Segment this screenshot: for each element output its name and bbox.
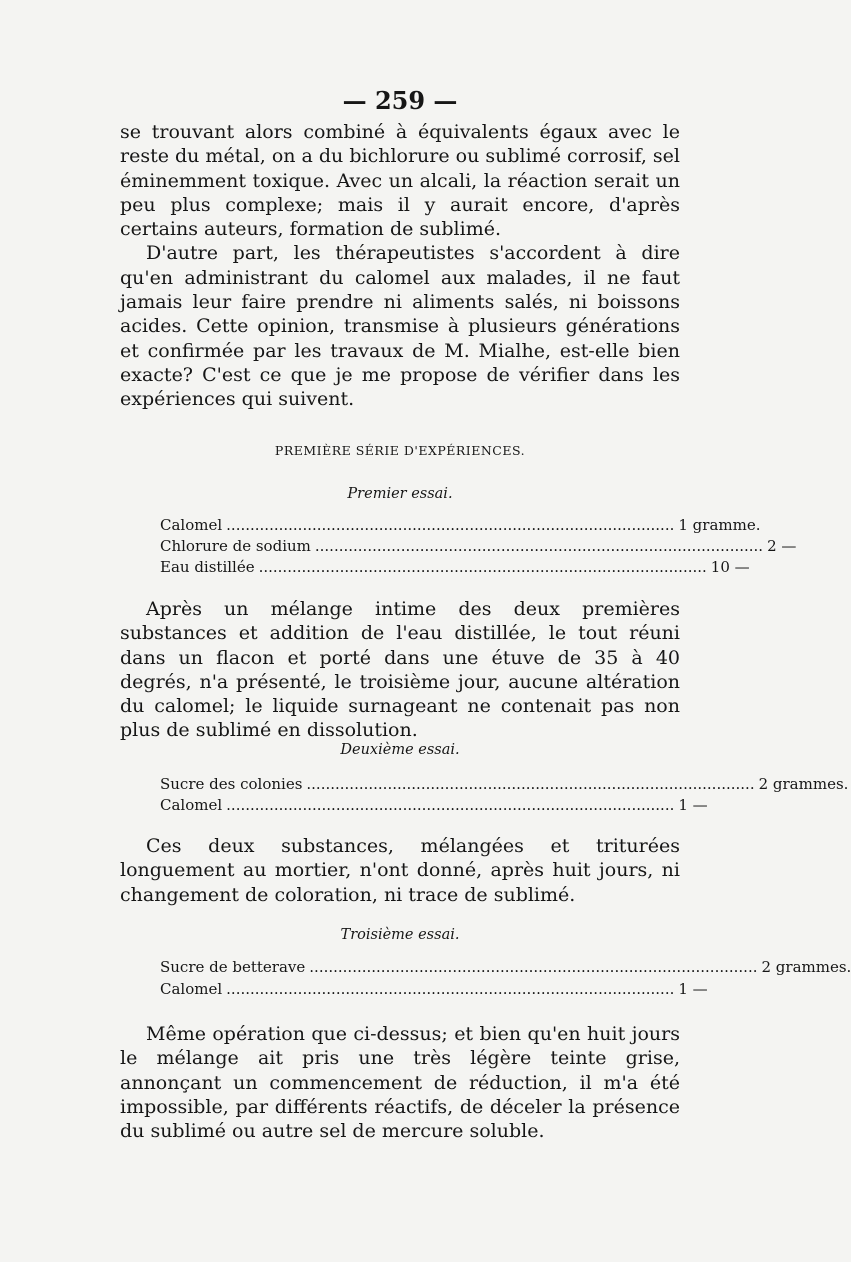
essay-title: Premier essai. xyxy=(347,486,453,502)
page-number: — 259 — xyxy=(342,86,458,115)
ingredient-quantity: 1 gramme. xyxy=(678,516,761,534)
ingredient-name: Sucre des colonies xyxy=(160,775,303,793)
leader-dots: .............................................................................................. xyxy=(309,958,758,976)
ingredient-name: Calomel xyxy=(160,516,223,534)
ingredient-name: Chlorure de sodium xyxy=(160,537,311,555)
ingredient-name: Calomel xyxy=(160,796,223,814)
leader-dots: .............................................................................................. xyxy=(226,516,675,534)
recipe-row xyxy=(160,774,849,794)
essay-title: Troisième essai. xyxy=(340,927,460,943)
ingredient-quantity: 10 — xyxy=(710,558,750,576)
recipe-row xyxy=(160,557,750,577)
leader-dots: .............................................................................................. xyxy=(306,775,755,793)
ingredient-quantity: 2 grammes. xyxy=(761,958,851,976)
recipe-row xyxy=(160,536,797,556)
ingredient-quantity: 1 — xyxy=(678,980,708,998)
leader-dots: .............................................................................................. xyxy=(226,980,675,998)
paragraph-block xyxy=(120,1022,680,1143)
paragraph-block xyxy=(120,597,680,743)
ingredient-quantity: 2 — xyxy=(767,537,797,555)
paragraph: Après un mélange intime des deux premières substances et addition de l'eau distillée, le tout réuni dans un flacon et porté dans une étuve de 35 à 40 degrés, n'a présenté, le troisième jour, aucune altération du calomel; le liquide surnageant ne contenait pas non plus de sublimé en dissolution. xyxy=(120,598,680,742)
leader-dots: .............................................................................................. xyxy=(258,558,707,576)
leader-dots: .............................................................................................. xyxy=(226,796,675,814)
ingredient-quantity: 1 — xyxy=(678,796,708,814)
series-title: PREMIÈRE SÉRIE D'EXPÉRIENCES. xyxy=(274,443,526,458)
recipe-row xyxy=(160,795,708,815)
paragraph-block xyxy=(120,120,680,412)
paragraph: D'autre part, les thérapeutistes s'accordent à dire qu'en administrant du calomel aux malades, il ne faut jamais leur faire prendre ni aliments salés, ni boissons acides. Cette opinion, transmise à plusieurs générations et confirmée par les travaux de M. Mialhe, est-elle bien exacte? C'est ce que je me propose de vérifier dans les expériences qui suivent. xyxy=(120,242,680,411)
paragraph: se trouvant alors combiné à équivalents égaux avec le reste du métal, on a du bichlorure ou sublimé corrosif, sel éminemment toxique. Avec un alcali, la réaction serait un peu plus complexe; mais il y aurait encore, d'après certains auteurs, formation de sublimé. xyxy=(120,121,680,241)
recipe-row xyxy=(160,979,708,999)
paragraph: Ces deux substances, mélangées et triturées longuement au mortier, n'ont donné, après huit jours, ni changement de coloration, ni trace de sublimé. xyxy=(120,835,680,906)
recipe-row xyxy=(160,515,761,535)
leader-dots: .............................................................................................. xyxy=(314,537,764,555)
ingredient-name: Calomel xyxy=(160,980,223,998)
ingredient-name: Eau distillée xyxy=(160,558,255,576)
ingredient-quantity: 2 grammes. xyxy=(758,775,849,793)
essay-title: Deuxième essai. xyxy=(340,742,460,758)
paragraph: Même opération que ci-dessus; et bien qu'en huit jours le mélange ait pris une très légère teinte grise, annonçant un commencement de réduction, il m'a été impossible, par différents réactifs, de déceler la présence du sublimé ou autre sel de mercure soluble. xyxy=(120,1023,680,1143)
paragraph-block xyxy=(120,834,680,907)
recipe-row xyxy=(160,957,851,977)
ingredient-name: Sucre de betterave xyxy=(160,958,306,976)
